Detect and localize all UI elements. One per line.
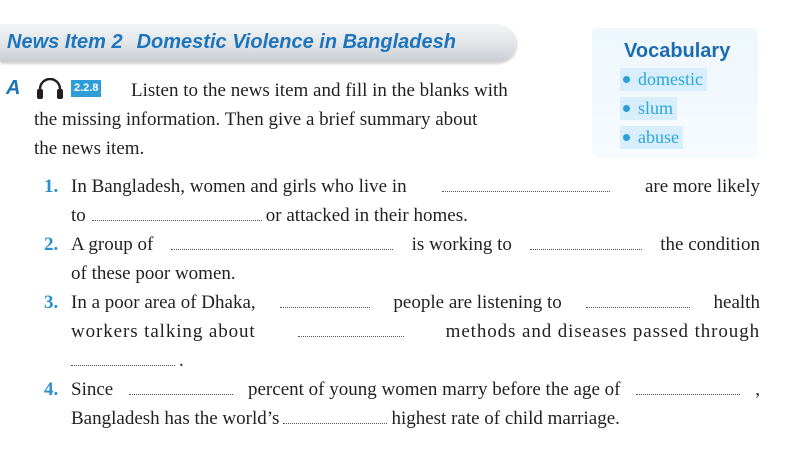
item-text: workers talking about (71, 321, 256, 342)
answer-blank[interactable] (442, 173, 610, 192)
item-text: . (179, 350, 184, 371)
vocabulary-title: Vocabulary (624, 40, 731, 62)
item-text: , (755, 379, 760, 400)
news-item-headline: Domestic Violence in Bangladesh (136, 31, 456, 53)
item-text: highest rate of child marriage. (391, 408, 620, 429)
item-line (71, 317, 760, 346)
vocabulary-item (620, 126, 707, 149)
section-letter: A (6, 77, 21, 99)
answer-blank[interactable] (636, 376, 740, 395)
answer-blank[interactable] (298, 318, 404, 337)
item-line (71, 230, 760, 259)
vocabulary-item (620, 97, 707, 120)
instruction-line: the missing information. Then give a brief summary about (34, 109, 478, 130)
vocabulary-item (620, 68, 707, 91)
answer-blank[interactable] (283, 405, 387, 424)
vocabulary-box (592, 28, 758, 158)
item-text: Since (71, 379, 114, 400)
answer-blank[interactable] (171, 231, 393, 250)
item-number: 4. (44, 379, 59, 400)
answer-blank[interactable] (586, 289, 690, 308)
item-line (71, 346, 760, 375)
exercise-item (44, 172, 760, 230)
item-line: of these poor women. (71, 263, 236, 284)
news-item-title (7, 31, 456, 54)
instruction-line: the news item. (34, 138, 145, 159)
news-item-label: News Item 2 (7, 31, 123, 53)
answer-blank[interactable] (71, 347, 175, 366)
item-line (71, 201, 760, 230)
item-text: In a poor area of Dhaka, (71, 292, 256, 313)
item-text: to (71, 205, 86, 226)
item-number: 2. (44, 234, 59, 255)
instruction-line: Listen to the news item and fill in the blanks with (131, 80, 508, 101)
vocabulary-list (620, 68, 707, 155)
exercise-list (44, 172, 760, 433)
answer-blank[interactable] (280, 289, 370, 308)
news-item-banner (0, 24, 516, 62)
item-text: health (713, 292, 760, 313)
vocabulary-word: slum (638, 98, 674, 118)
item-number: 1. (44, 176, 59, 197)
answer-blank[interactable] (530, 231, 642, 250)
item-text: is working to (411, 234, 512, 255)
exercise-item (44, 375, 760, 433)
item-text: A group of (71, 234, 154, 255)
audio-track-badge[interactable]: 2.2.8 (71, 80, 101, 97)
answer-blank[interactable] (92, 202, 262, 221)
item-text: Bangladesh has the world’s (71, 408, 280, 429)
bullet-icon (623, 134, 630, 141)
item-line (71, 404, 760, 433)
item-line (71, 172, 760, 201)
item-text: In Bangladesh, women and girls who live in (71, 176, 407, 197)
exercise-item (44, 230, 760, 288)
answer-blank[interactable] (129, 376, 233, 395)
item-line (71, 375, 760, 404)
instructions (34, 76, 564, 163)
item-text: the condition (660, 234, 760, 255)
item-line (71, 288, 760, 317)
item-text: people are listening to (393, 292, 562, 313)
item-text: methods and diseases passed through (445, 321, 760, 342)
vocabulary-word: abuse (638, 127, 679, 147)
vocabulary-word: domestic (638, 69, 703, 89)
bullet-icon (623, 76, 630, 83)
exercise-item (44, 288, 760, 375)
bullet-icon (623, 105, 630, 112)
item-number: 3. (44, 292, 59, 313)
item-text: percent of young women marry before the age of (248, 379, 621, 400)
item-text: are more likely (644, 176, 760, 197)
item-text: or attacked in their homes. (265, 205, 468, 226)
